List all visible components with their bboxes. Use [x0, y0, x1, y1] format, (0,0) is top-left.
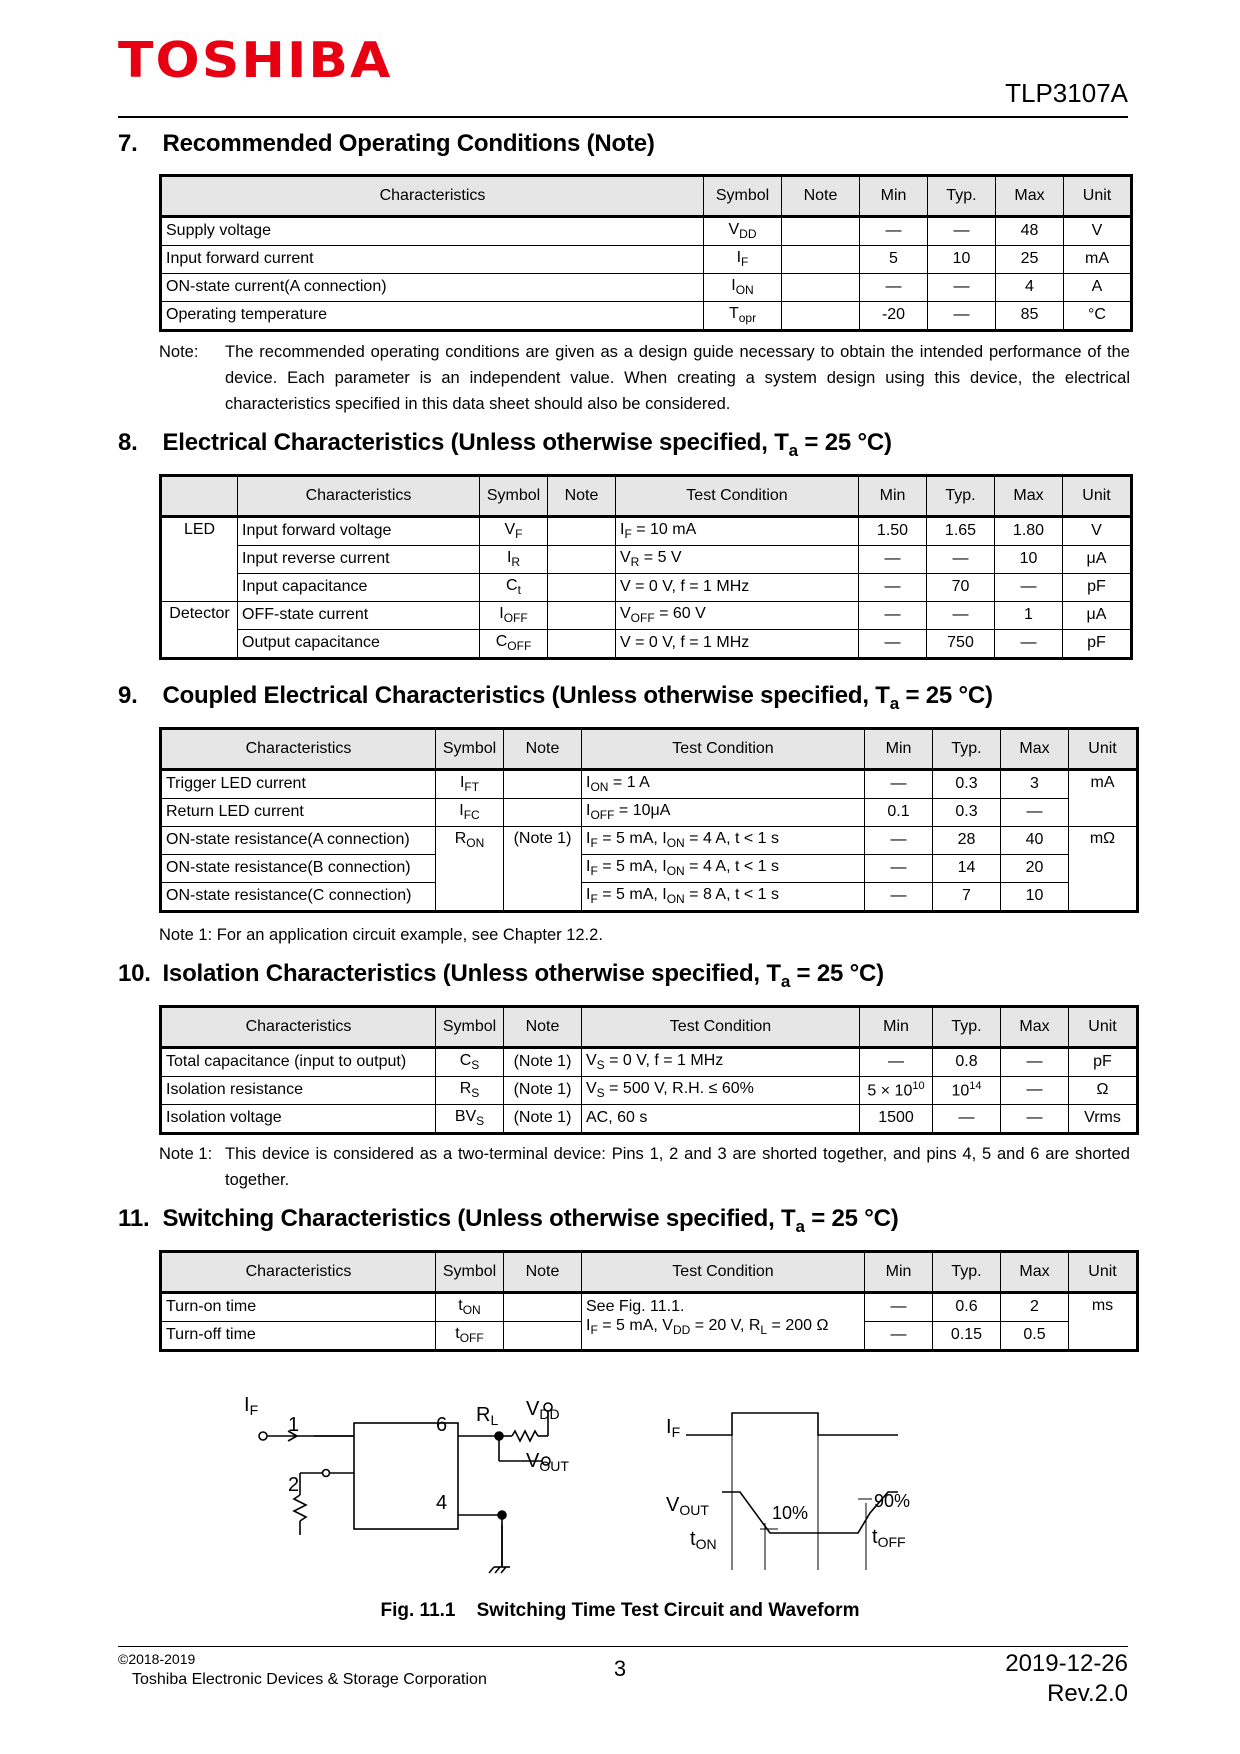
- unit-cell: pF: [1063, 574, 1132, 602]
- table-row: [161, 1048, 1138, 1077]
- typ-cell: —: [928, 217, 996, 246]
- max-cell: —: [995, 574, 1063, 602]
- toff-label: $t_{OFF}$: [872, 1526, 906, 1550]
- min-cell: —: [859, 546, 927, 574]
- unit-cell: mA: [1069, 770, 1138, 827]
- max-cell: —: [995, 630, 1063, 659]
- min-cell: 5: [860, 246, 928, 274]
- if-label: $I_F$: [244, 1395, 259, 1418]
- characteristic-cell: Input reverse current: [238, 546, 480, 574]
- note-cell: [504, 799, 582, 827]
- unit-cell: Ω: [1069, 1077, 1138, 1105]
- characteristic-cell: Return LED current: [161, 799, 436, 827]
- unit-cell: mΩ: [1069, 827, 1138, 912]
- min-cell: 1.50: [859, 517, 927, 546]
- max-cell: 10: [995, 546, 1063, 574]
- max-cell: 4: [996, 274, 1064, 302]
- table-row: [161, 883, 1138, 912]
- typ-cell: 750: [927, 630, 995, 659]
- table-row: [161, 1293, 1138, 1322]
- group-led-cell: LED: [161, 517, 238, 602]
- section-10-note: Note 1: This device is considered as a two-terminal device: Pins 1, 2 and 3 are shorted together, and pins 4, 5 and 6 are shorted together.: [159, 1145, 1130, 1189]
- symbol-cell: $I_R$: [480, 546, 548, 574]
- pin-6-label: 6: [436, 1414, 448, 1436]
- test-condition-cell: $I_F = 10$ mA: [616, 517, 859, 546]
- unit-cell: V: [1063, 517, 1132, 546]
- table-row: [161, 1077, 1138, 1105]
- characteristic-cell: ON-state current(A connection): [161, 274, 704, 302]
- note-cell: [782, 246, 860, 274]
- note-cell: [548, 517, 616, 546]
- symbol-cell: $t_{OFF}$: [436, 1322, 504, 1351]
- typ-cell: 28: [933, 827, 1001, 855]
- typ-cell: 0.3: [933, 770, 1001, 799]
- table-row: [161, 827, 1138, 855]
- waveform-labels: [666, 1416, 910, 1552]
- unit-cell: V: [1064, 217, 1132, 246]
- min-cell: —: [865, 855, 933, 883]
- characteristic-cell: Total capacitance (input to output): [161, 1048, 436, 1077]
- max-cell: 48: [996, 217, 1064, 246]
- typ-cell: —: [927, 602, 995, 630]
- table-row: [161, 855, 1138, 883]
- test-condition-cell: $V_R = 5$ V: [616, 546, 859, 574]
- note-cell: [504, 1293, 582, 1322]
- symbol-cell: $R_S$: [436, 1077, 504, 1105]
- characteristic-cell: Turn-on time: [161, 1293, 436, 1322]
- test-condition-cell: $V_S = 0$ V, f = 1 MHz: [582, 1048, 860, 1077]
- symbol-cell: $R_{ON}$: [436, 827, 504, 912]
- note-cell: [782, 217, 860, 246]
- min-cell: -20: [860, 302, 928, 331]
- table-row: [161, 302, 1132, 331]
- test-condition-cell: See Fig. 11.1. $I_F = 5$ mA, $V_{DD} = 20$ V, $R_L = 200$ Ω: [582, 1293, 865, 1351]
- max-cell: —: [1001, 799, 1069, 827]
- max-cell: —: [1001, 1105, 1069, 1134]
- typ-cell: 1.65: [927, 517, 995, 546]
- typ-cell: 0.8: [933, 1048, 1001, 1077]
- vdd-label: $V_{DD}$: [526, 1398, 560, 1422]
- unit-cell: Vrms: [1069, 1105, 1138, 1134]
- section-11-title: 11. Switching Characteristics (Unless otherwise specified, $T_a = 25$ °C): [118, 1205, 899, 1236]
- symbol-cell: $t_{ON}$: [436, 1293, 504, 1322]
- section-7-title: 7. Recommended Operating Conditions (Note): [118, 130, 655, 157]
- symbol-cell: $I_{OFF}$: [480, 602, 548, 630]
- section-8-title: 8. Electrical Characteristics (Unless otherwise specified, $T_a = 25$ °C): [118, 429, 892, 460]
- note-cell: [548, 574, 616, 602]
- symbol-cell: $BV_S$: [436, 1105, 504, 1134]
- test-condition-cell: $I_F = 5$ mA, $I_{ON} = 8$ A, t < 1 s: [582, 883, 865, 912]
- waveform: [686, 1413, 898, 1570]
- characteristic-cell: Turn-off time: [161, 1322, 436, 1351]
- note-cell: [782, 274, 860, 302]
- table-row: [161, 517, 1132, 546]
- note-cell: (Note 1): [504, 827, 582, 912]
- typ-cell: —: [933, 1105, 1001, 1134]
- note-cell: [504, 1322, 582, 1351]
- max-cell: —: [1001, 1048, 1069, 1077]
- table-header-row: Characteristics Symbol Note Test Condition Min Typ. Max Unit: [161, 729, 1138, 770]
- symbol-cell: $C_t$: [480, 574, 548, 602]
- note-cell: (Note 1): [504, 1105, 582, 1134]
- typ-cell: 70: [927, 574, 995, 602]
- max-cell: —: [1001, 1077, 1069, 1105]
- note-cell: [548, 546, 616, 574]
- symbol-cell: $I_F$: [704, 246, 782, 274]
- characteristic-cell: Supply voltage: [161, 217, 704, 246]
- section-7-note: Note: The recommended operating conditions are given as a design guide necessary to obtain the intended performance of the device. Each parameter is an independent value. When creating a system design using this device, the electrical characteristics specified in this data sheet should also be considered.: [159, 343, 1130, 413]
- characteristic-cell: Output capacitance: [238, 630, 480, 659]
- unit-cell: ms: [1069, 1293, 1138, 1351]
- max-cell: 20: [1001, 855, 1069, 883]
- max-cell: 85: [996, 302, 1064, 331]
- table-body: [161, 217, 1132, 331]
- unit-cell: pF: [1069, 1048, 1138, 1077]
- toshiba-logo: TOSHIBA: [118, 32, 393, 89]
- table-row: [161, 246, 1132, 274]
- min-cell: —: [860, 217, 928, 246]
- ten-percent-label: 10%: [772, 1503, 809, 1523]
- figure-caption: Fig. 11.1 Switching Time Test Circuit and Waveform: [380, 1600, 860, 1621]
- symbol-cell: $C_{OFF}$: [480, 630, 548, 659]
- test-circuit: [259, 1403, 552, 1573]
- min-cell: —: [865, 827, 933, 855]
- header-divider: [118, 116, 1128, 118]
- typ-cell: —: [928, 274, 996, 302]
- characteristic-cell: Operating temperature: [161, 302, 704, 331]
- revision-number: Rev.2.0: [1047, 1680, 1128, 1707]
- pin-4-label: 4: [436, 1492, 448, 1514]
- typ-cell: —: [928, 302, 996, 331]
- isolation-characteristics-table: [159, 1005, 1139, 1135]
- section-10-title: 10. Isolation Characteristics (Unless otherwise specified, $T_a = 25$ °C): [118, 960, 884, 991]
- unit-cell: pF: [1063, 630, 1132, 659]
- test-condition-cell: $V_{OFF} = 60$ V: [616, 602, 859, 630]
- max-cell: 3: [1001, 770, 1069, 799]
- test-condition-cell: $I_F = 5$ mA, $I_{ON} = 4$ A, t < 1 s: [582, 827, 865, 855]
- symbol-cell: $I_{ON}$: [704, 274, 782, 302]
- table-row: [161, 274, 1132, 302]
- min-cell: —: [860, 1048, 933, 1077]
- characteristic-cell: OFF-state current: [238, 602, 480, 630]
- company-name: Toshiba Electronic Devices & Storage Corporation: [132, 1671, 487, 1688]
- table-row: [161, 799, 1138, 827]
- table-row: [161, 546, 1132, 574]
- characteristic-cell: ON-state resistance(A connection): [161, 827, 436, 855]
- table-row: [161, 602, 1132, 630]
- typ-cell: 14: [933, 855, 1001, 883]
- max-cell: 0.5: [1001, 1322, 1069, 1351]
- characteristic-cell: ON-state resistance(C connection): [161, 883, 436, 912]
- table-header-row: Characteristics Symbol Note Min Typ. Max Unit: [161, 176, 1132, 217]
- characteristic-cell: ON-state resistance(B connection): [161, 855, 436, 883]
- recommended-operating-conditions-table: [159, 174, 1133, 332]
- page-number: 3: [613, 1656, 627, 1681]
- table-row: [161, 217, 1132, 246]
- note-cell: [548, 630, 616, 659]
- max-cell: 40: [1001, 827, 1069, 855]
- circuit-labels: [244, 1395, 569, 1514]
- switching-characteristics-table: [159, 1250, 1139, 1352]
- min-cell: —: [859, 574, 927, 602]
- group-detector-cell: Detector: [161, 602, 238, 659]
- max-cell: 1.80: [995, 517, 1063, 546]
- ninety-percent-label: 90%: [874, 1491, 911, 1511]
- typ-cell: 0.6: [933, 1293, 1001, 1322]
- note-cell: (Note 1): [504, 1077, 582, 1105]
- symbol-cell: $I_{FC}$: [436, 799, 504, 827]
- copyright: ©2018-2019: [118, 1651, 196, 1667]
- table-row: [161, 630, 1132, 659]
- electrical-characteristics-table: [159, 474, 1133, 660]
- unit-cell: °C: [1064, 302, 1132, 331]
- typ-cell: $10^{14}$: [933, 1077, 1001, 1105]
- pin-2-label: 2: [288, 1474, 300, 1496]
- min-cell: —: [859, 602, 927, 630]
- symbol-cell: $V_F$: [480, 517, 548, 546]
- table-row: [161, 770, 1138, 799]
- typ-cell: 10: [928, 246, 996, 274]
- typ-cell: 7: [933, 883, 1001, 912]
- max-cell: 2: [1001, 1293, 1069, 1322]
- symbol-cell: $I_{FT}$: [436, 770, 504, 799]
- characteristic-cell: Isolation resistance: [161, 1077, 436, 1105]
- wave-if-label: $I_F$: [666, 1416, 681, 1440]
- test-condition-cell: V = 0 V, f = 1 MHz: [616, 630, 859, 659]
- table-header-row: Characteristics Symbol Note Test Condition Min Typ. Max Unit: [161, 1252, 1138, 1293]
- wave-vout-label: $V_{OUT}$: [666, 1494, 709, 1518]
- test-condition-cell: V = 0 V, f = 1 MHz: [616, 574, 859, 602]
- characteristic-cell: Input forward current: [161, 246, 704, 274]
- pin-1-label: 1: [288, 1414, 300, 1436]
- rl-label: $R_L$: [476, 1404, 499, 1428]
- min-cell: —: [865, 1322, 933, 1351]
- test-condition-cell: $I_{OFF} = 10\mu A$: [582, 799, 865, 827]
- symbol-cell: $C_S$: [436, 1048, 504, 1077]
- table-body: [161, 1048, 1138, 1134]
- test-condition-cell: AC, 60 s: [582, 1105, 860, 1134]
- coupled-electrical-characteristics-table: [159, 727, 1139, 913]
- characteristic-cell: Isolation voltage: [161, 1105, 436, 1134]
- if-waveform: [686, 1413, 898, 1435]
- part-number: TLP3107A: [1005, 78, 1128, 108]
- table-body: [161, 517, 1132, 659]
- typ-cell: —: [927, 546, 995, 574]
- note-cell: [782, 302, 860, 331]
- min-cell: —: [865, 883, 933, 912]
- unit-cell: μA: [1063, 546, 1132, 574]
- min-cell: —: [859, 630, 927, 659]
- footer-divider: [118, 1646, 1128, 1647]
- max-cell: 1: [995, 602, 1063, 630]
- typ-cell: 0.15: [933, 1322, 1001, 1351]
- unit-cell: A: [1064, 274, 1132, 302]
- min-cell: —: [865, 1293, 933, 1322]
- table-row: [161, 574, 1132, 602]
- unit-cell: μA: [1063, 602, 1132, 630]
- table-header-row: Characteristics Symbol Note Test Condition Min Typ. Max Unit: [161, 1007, 1138, 1048]
- vout-label: $V_{OUT}$: [526, 1450, 569, 1474]
- note-cell: [504, 770, 582, 799]
- min-cell: 1500: [860, 1105, 933, 1134]
- test-condition-cell: $I_{ON} = 1$ A: [582, 770, 865, 799]
- table-header-row: Characteristics Symbol Note Test Condition Min Typ. Max Unit: [161, 476, 1132, 517]
- symbol-cell: $V_{DD}$: [704, 217, 782, 246]
- min-cell: $5 \times 10^{10}$: [860, 1077, 933, 1105]
- section-9-title: 9. Coupled Electrical Characteristics (Unless otherwise specified, $T_a = 25$ °C): [118, 682, 993, 713]
- table-body: [161, 1293, 1138, 1351]
- revision-date: 2019-12-26: [1005, 1650, 1128, 1677]
- note-cell: [548, 602, 616, 630]
- unit-cell: mA: [1064, 246, 1132, 274]
- switching-test-figure: [230, 1395, 1050, 1595]
- min-cell: 0.1: [865, 799, 933, 827]
- ton-label: $t_{ON}$: [690, 1528, 717, 1552]
- test-condition-cell: $I_F = 5$ mA, $I_{ON} = 4$ A, t < 1 s: [582, 855, 865, 883]
- characteristic-cell: Trigger LED current: [161, 770, 436, 799]
- table-body: [161, 770, 1138, 912]
- max-cell: 10: [1001, 883, 1069, 912]
- section-9-note: Note 1: For an application circuit example, see Chapter 12.2.: [159, 926, 603, 944]
- test-condition-cell: $V_S = 500$ V, R.H. ≤ 60%: [582, 1077, 860, 1105]
- min-cell: —: [860, 274, 928, 302]
- note-cell: (Note 1): [504, 1048, 582, 1077]
- characteristic-cell: Input forward voltage: [238, 517, 480, 546]
- min-cell: —: [865, 770, 933, 799]
- characteristic-cell: Input capacitance: [238, 574, 480, 602]
- typ-cell: 0.3: [933, 799, 1001, 827]
- symbol-cell: $T_{opr}$: [704, 302, 782, 331]
- max-cell: 25: [996, 246, 1064, 274]
- table-row: [161, 1105, 1138, 1134]
